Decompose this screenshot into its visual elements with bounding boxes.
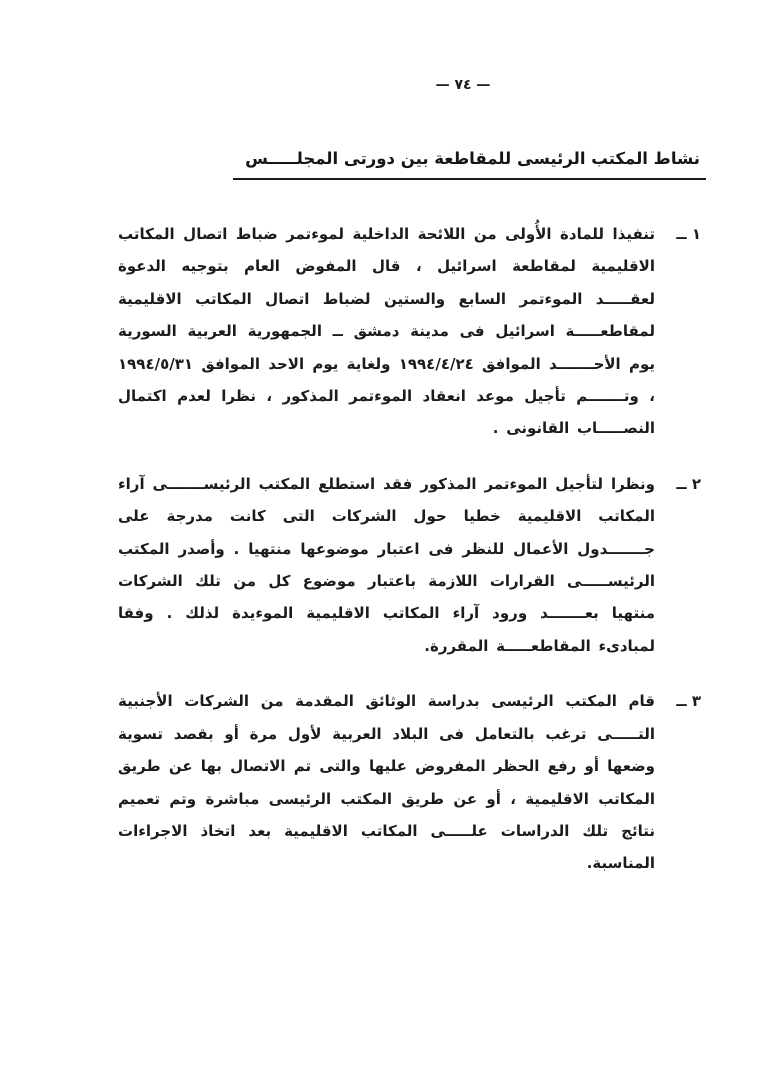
paragraph-number: ٣ ــ <box>676 692 701 711</box>
paragraph-text: تنفيذا للمادة الأُولى من اللائحة الداخلية لموءتمر ضباط اتصال المكاتب الاقليمية لمقاطعة اسرائيل ، قال المفوض العام بتوجيه الدعوة لعقـــــد الموءتمر السابع والستين لضباط اتصال المكاتب الاقليمية لمقاطعـــــة اسرائيل فى مدينة دمشق ــ الجمهورية العربية السورية يوم الأحـــــــد الموافق ١٩٩٤/٤/٢٤ ولغاية يوم الاحد الموافق ١٩٩٤/٥/٣١ ، وتـــــــم تأجيل موعد انعقاد الموءتمر المذكور ، نظرا لعدم اكتمال النصـــــاب القانونى . <box>118 225 655 438</box>
document-body <box>118 218 701 903</box>
page-number: — ٧٤ — <box>435 77 491 93</box>
paragraph-item <box>118 468 701 662</box>
paragraph-item <box>118 685 701 879</box>
paragraph-text: قام المكتب الرئيسى بدراسة الوثائق المقدمة من الشركات الأجنبية التـــــى ترغب بالتعامل فى البلاد العربية لأول مرة أو بقصد تسوية وضعها أو رفع الحظر المفروض عليها والتى تم الاتصال بها عن طريق المكاتب الاقليمية ، أو عن طريق المكتب الرئيسى مباشرة وتم تعميم نتائج تلك الدراسات علـــــى المكاتب الاقليمية بعد اتخاذ الاجراءات المناسبة. <box>118 692 655 873</box>
paragraph-number: ٢ ــ <box>676 474 701 493</box>
paragraph-number: ١ ــ <box>676 225 701 243</box>
document-title: نشاط المكتب الرئيسى للمقاطعة بين دورتى المجلـــــس <box>233 149 706 180</box>
paragraph-item <box>118 218 701 445</box>
paragraph-text: ونظرا لتأجيل الموءتمر المذكور فقد استطلع المكتب الرئيســـــــى آراء المكاتب الاقليمية خطيا حول الشركات التى كانت مدرجة على جـــــــدول الأعمال للنظر فى اعتبار موضوعها منتهيا . وأصدر المكتب الرئيســـــى القرارات اللازمة باعتبار موضوع كل من تلك الشركات منتهيا بعـــــــد ورود آراء المكاتب الاقليمية الموءيدة لذلك . وفقا لمبادىء المقاطعـــــة المقررة. <box>118 474 655 655</box>
